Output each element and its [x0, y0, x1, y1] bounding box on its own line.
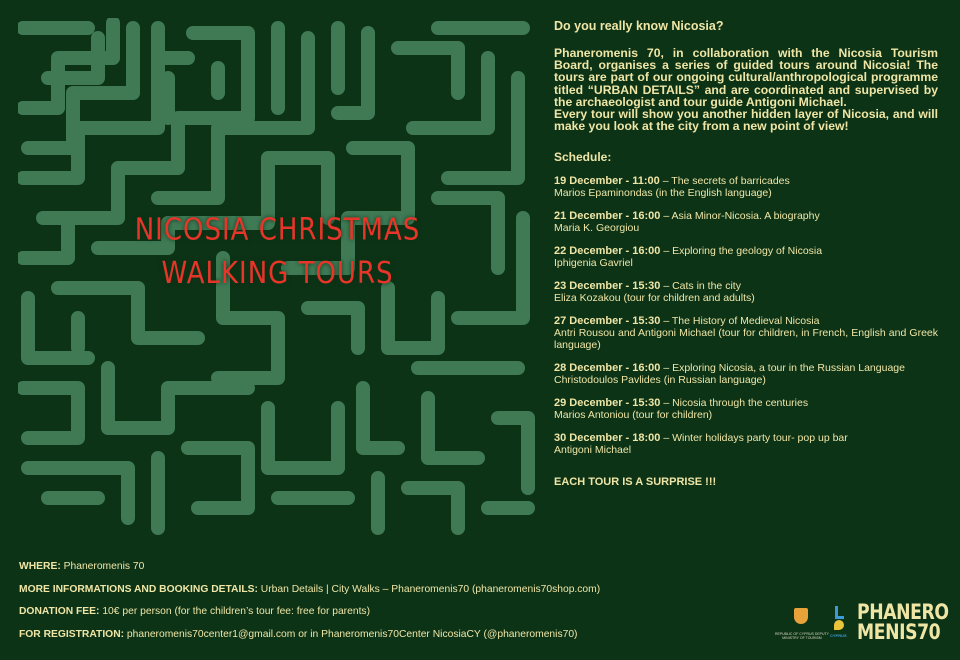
- schedule-guide: Iphigenia Gavriel: [554, 257, 633, 270]
- details-section: [19, 560, 759, 650]
- love-cyprus-logo: [832, 606, 848, 642]
- schedule-item: [554, 397, 938, 421]
- intro-question: Do you really know Nicosia?: [554, 19, 724, 33]
- schedule-item: [554, 280, 938, 304]
- surprise-note: EACH TOUR IS A SURPRISE !!!: [554, 476, 717, 489]
- heart-icon: [834, 620, 844, 630]
- love-cyprus-text: CYPRUS: [830, 633, 847, 638]
- title-line-2: WALKING TOURS: [161, 256, 394, 292]
- schedule-date: 28 December - 16:00: [554, 362, 661, 375]
- schedule-title: – Exploring the geology of Nicosia: [660, 245, 823, 258]
- schedule-date: 30 December - 18:00: [554, 432, 661, 445]
- schedule-title: – The History of Medieval Nicosia: [660, 315, 820, 328]
- schedule-guide: Antri Rousou and Antigoni Michael (tour for children, in French, English and Greek language): [554, 327, 938, 352]
- schedule-title: – The secrets of barricades: [659, 175, 790, 188]
- maze-pattern-panel: [18, 18, 537, 537]
- schedule-title: – Winter holidays party tour- pop up bar: [660, 432, 848, 445]
- schedule-guide: Eliza Kozakou (tour for children and adults): [554, 292, 755, 305]
- schedule-date: 19 December - 11:00: [554, 175, 660, 188]
- phaneromenis-logo: [857, 602, 949, 642]
- schedule-item: [554, 245, 938, 269]
- schedule-guide: Maria K. Georgiou: [554, 222, 640, 235]
- detail-value: 10€ per person (for the children’s tour fee: free for parents): [99, 606, 371, 617]
- sponsor-logos: [772, 600, 949, 648]
- schedule-item: [554, 175, 938, 199]
- shield-icon: [794, 608, 808, 624]
- cyprus-tourism-emblem: [772, 602, 832, 648]
- schedule-title: – Nicosia through the centuries: [660, 397, 809, 410]
- title-line-1: NICOSIA CHRISTMAS: [134, 212, 421, 248]
- schedule-item: [554, 210, 938, 234]
- schedule-title: – Asia Minor-Nicosia. A biography: [660, 210, 820, 223]
- schedule-date: 23 December - 15:30: [554, 280, 661, 293]
- detail-value: Urban Details | City Walks – Phaneromenis70 (phaneromenis70shop.com): [257, 583, 601, 595]
- detail-label: DONATION FEE:: [19, 606, 100, 617]
- emblem-caption: REPUBLIC OF CYPRUS DEPUTY MINISTRY OF TOURISM: [774, 632, 830, 640]
- schedule-guide: Antigoni Michael: [554, 444, 632, 457]
- detail-value: phaneromenis70center1@gmail.com or in Phaneromenis70Center NicosiaCY (@phaneromenis70): [124, 628, 578, 640]
- info-column: [554, 20, 938, 489]
- detail-label: WHERE:: [19, 561, 61, 572]
- schedule-item: [554, 432, 938, 456]
- detail-registration: [19, 628, 759, 651]
- poster-title: [18, 208, 537, 295]
- schedule-title: – Cats in the city: [660, 280, 741, 293]
- intro-text: Phaneromenis 70, in collaboration with the Nicosia Tourism Board, organises a series of guided tours around Nicosia! The tours are part of our ongoing cultural/anthropological programme titled “URBAN DETAILS” and are coordinated and supervised by the archaeologist and tour guide Antigoni Michael.: [554, 46, 938, 109]
- detail-booking: [19, 583, 759, 606]
- love-letter-icon: [835, 606, 844, 619]
- schedule-date: 22 December - 16:00: [554, 245, 661, 258]
- schedule-guide: Christodoulos Pavlides (in Russian language): [554, 374, 766, 387]
- schedule-heading: Schedule:: [554, 150, 612, 165]
- detail-label: FOR REGISTRATION:: [19, 628, 125, 640]
- brand-line-2: MENIS70: [857, 620, 941, 644]
- schedule-item: [554, 315, 938, 351]
- schedule-guide: Marios Epaminondas (in the English language): [554, 187, 772, 200]
- intro-text-2: Every tour will show you another hidden layer of Nicosia, and will make you look at the city from a new point of view!: [554, 107, 938, 134]
- detail-value: Phaneromenis 70: [60, 561, 145, 572]
- schedule-date: 27 December - 15:30: [554, 315, 661, 328]
- detail-where: [19, 560, 759, 583]
- schedule-date: 21 December - 16:00: [554, 210, 661, 223]
- detail-label: MORE INFORMATIONS AND BOOKING DETAILS:: [19, 583, 258, 595]
- schedule-item: [554, 362, 938, 386]
- intro-paragraph: [554, 47, 938, 132]
- schedule-date: 29 December - 15:30: [554, 397, 661, 410]
- schedule-guide: Marios Antoniou (tour for children): [554, 409, 713, 422]
- schedule-title: – Exploring Nicosia, a tour in the Russian Language: [660, 362, 905, 375]
- detail-donation: [19, 605, 759, 628]
- brand-line-1: PHANERO: [857, 600, 949, 624]
